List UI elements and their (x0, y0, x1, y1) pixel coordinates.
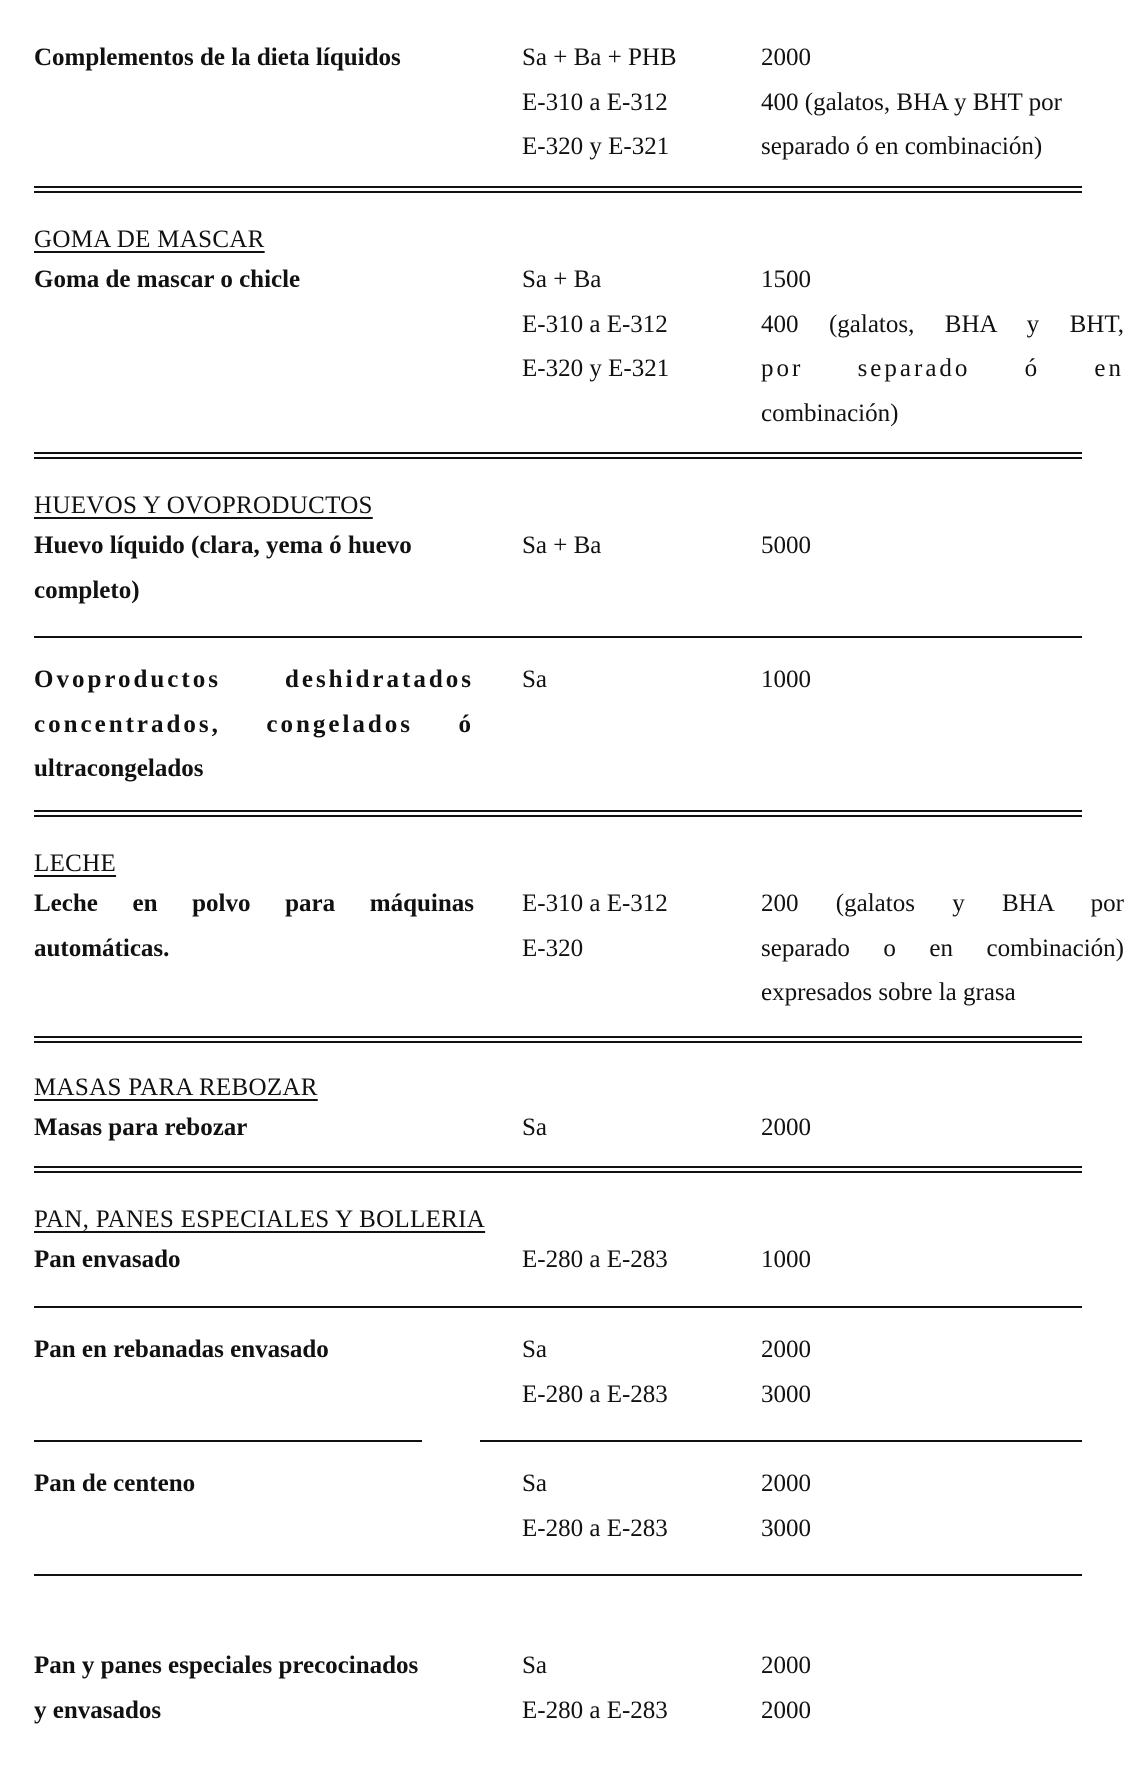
additives-cell: Sa E-280 a E-283 (522, 1336, 668, 1408)
limits-cell: 200 (galatos y BHA por separado o en combinación) expresados sobre la grasa (761, 890, 1124, 1006)
row-divider-left (34, 1440, 422, 1442)
product-name: Pan en rebanadas envasado (34, 1336, 329, 1363)
section-heading: GOMA DE MASCAR (34, 226, 265, 253)
limits-cell: 1000 (761, 666, 811, 693)
section-heading: PAN, PANES ESPECIALES Y BOLLERIA (34, 1206, 486, 1233)
row-divider (34, 636, 1082, 638)
limits-cell: 2000 (761, 1114, 811, 1141)
section-divider (34, 452, 1082, 459)
section-heading: LECHE (34, 850, 117, 877)
limits-cell: 2000 400 (galatos, BHA y BHT por separado ó en combinación) (761, 44, 1062, 160)
product-name: Pan de centeno (34, 1470, 196, 1497)
product-name: Goma de mascar o chicle (34, 266, 301, 293)
row-divider-right (480, 1440, 1082, 1442)
additives-cell: Sa E-280 a E-283 (522, 1470, 668, 1542)
section-divider (34, 186, 1082, 193)
row-divider (34, 1574, 1082, 1576)
additives-cell: E-310 a E-312 E-320 (522, 890, 668, 962)
product-name: Leche en polvo para máquinas automáticas. (34, 890, 474, 962)
additives-cell: Sa + Ba + PHB E-310 a E-312 E-320 y E-321 (522, 44, 677, 160)
additives-cell: Sa E-280 a E-283 (522, 1652, 668, 1724)
product-name: Ovoproductos deshidratados concentrados, congelados ó ultracongelados (34, 666, 474, 782)
limits-cell: 5000 (761, 532, 811, 559)
section-heading: HUEVOS Y OVOPRODUCTOS (34, 492, 373, 519)
section-divider (34, 1166, 1082, 1173)
additives-cell: Sa + Ba E-310 a E-312 E-320 y E-321 (522, 266, 670, 382)
product-name: Pan envasado (34, 1246, 181, 1273)
section-heading: MASAS PARA REBOZAR (34, 1074, 318, 1101)
additives-cell: Sa (522, 666, 547, 693)
product-name: Complementos de la dieta líquidos (34, 44, 401, 71)
product-name: Masas para rebozar (34, 1114, 248, 1141)
product-name: Pan y panes especiales precocinados y envasados (34, 1652, 419, 1724)
limits-cell: 2000 3000 (761, 1470, 811, 1542)
row-divider (34, 1306, 1082, 1308)
limits-cell: 2000 2000 (761, 1652, 811, 1724)
additives-cell: Sa (522, 1114, 547, 1141)
limits-cell: 1500 400 (galatos, BHA y BHT, por separado ó en combinación) (761, 266, 1124, 427)
limits-cell: 1000 (761, 1246, 811, 1273)
additives-cell: E-280 a E-283 (522, 1246, 668, 1273)
additives-cell: Sa + Ba (522, 532, 602, 559)
section-divider (34, 810, 1082, 817)
section-divider (34, 1036, 1082, 1043)
limits-cell: 2000 3000 (761, 1336, 811, 1408)
product-name: Huevo líquido (clara, yema ó huevo completo) (34, 532, 412, 604)
